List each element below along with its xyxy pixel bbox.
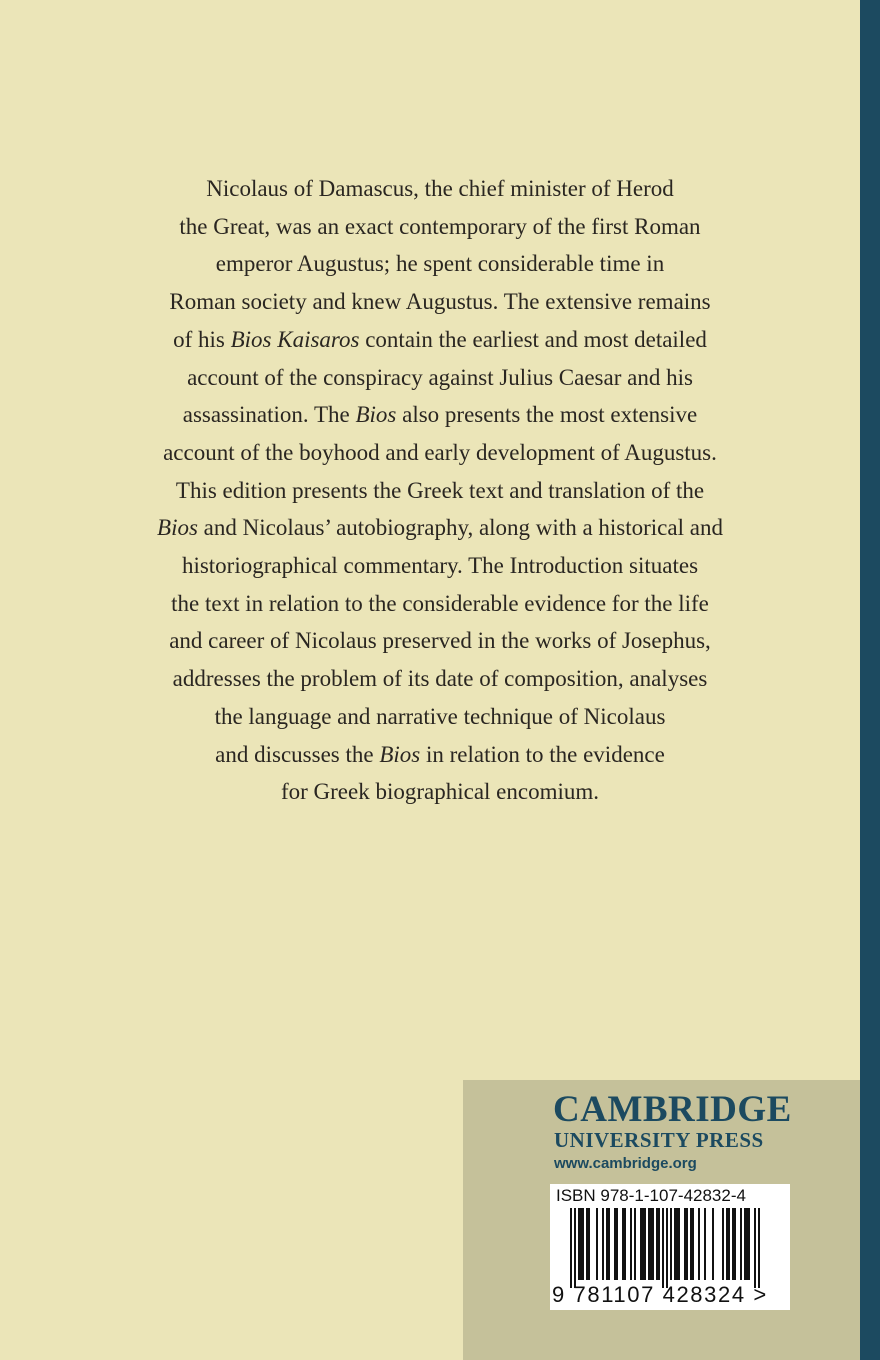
blurb-line	[140, 283, 740, 321]
blurb-text: the text in relation to the considerable evidence for the life	[171, 590, 709, 616]
barcode-bar	[732, 1208, 734, 1280]
blurb-line	[140, 698, 740, 736]
blurb-line	[140, 472, 740, 510]
barcode-bar	[698, 1208, 700, 1280]
barcode-bar	[704, 1208, 706, 1280]
barcode-bar	[740, 1208, 742, 1280]
publisher-url[interactable]: www.cambridge.org	[554, 1155, 697, 1172]
barcode-bar	[656, 1208, 658, 1280]
barcode-bar	[624, 1208, 626, 1280]
blurb-line	[140, 509, 740, 547]
blurb-text: also presents the most extensive	[396, 402, 698, 428]
barcode-bar	[692, 1208, 694, 1280]
barcode-bar	[586, 1208, 588, 1280]
blurb-line	[140, 736, 740, 774]
blurb-text: of his	[173, 326, 231, 352]
blurb-line	[140, 773, 740, 811]
barcode-bar	[666, 1208, 668, 1288]
blurb-text: Nicolaus of Damascus, the chief minister of Herod	[206, 176, 674, 201]
blurb-line	[140, 622, 740, 660]
blurb-text: in relation to the evidence	[420, 741, 665, 767]
barcode-graphic	[564, 1208, 776, 1288]
blurb-line	[140, 245, 740, 283]
blurb-line	[140, 660, 740, 698]
barcode-bar	[630, 1208, 632, 1280]
barcode-bar	[616, 1208, 618, 1280]
blurb-italic-title: Bios	[157, 515, 198, 541]
blurb-line	[140, 585, 740, 623]
blurb-text: assassination. The	[182, 402, 356, 428]
blurb-text: and Nicolaus’ autobiography, along with a historical and	[197, 515, 723, 541]
barcode-bar	[658, 1208, 660, 1280]
barcode-bar	[650, 1208, 652, 1280]
barcode-bar	[674, 1208, 676, 1280]
barcode-bar	[690, 1208, 692, 1280]
publisher-logo-subname: UNIVERSITY PRESS	[554, 1128, 764, 1152]
blurb-line	[140, 547, 740, 585]
barcode-bar	[734, 1208, 736, 1280]
blurb-text: This edition presents the Greek text and translation of the	[175, 477, 705, 503]
barcode-bar	[684, 1208, 686, 1280]
blurb-text: Roman society and knew Augustus. The extensive remains	[169, 289, 711, 315]
barcode-bar	[578, 1208, 580, 1280]
blurb-line	[140, 208, 740, 246]
blurb-text: for Greek biographical encomium.	[280, 779, 600, 805]
barcode-bar	[712, 1208, 714, 1280]
barcode-bar	[662, 1208, 664, 1288]
barcode-bar	[644, 1208, 646, 1280]
blurb-line	[140, 434, 740, 472]
barcode-bar	[622, 1208, 624, 1280]
barcode-bar	[574, 1208, 576, 1288]
back-cover-blurb	[140, 170, 740, 811]
barcode-bar	[588, 1208, 590, 1280]
blurb-text: and career of Nicolaus preserved in the works of Josephus,	[169, 628, 711, 654]
blurb-text: the language and narrative technique of Nicolaus	[214, 703, 666, 729]
barcode-bar	[676, 1208, 678, 1280]
barcode-bar	[606, 1208, 608, 1280]
barcode-bar	[746, 1208, 748, 1280]
blurb-text: emperor Augustus; he spent considerable time in	[215, 251, 665, 277]
isbn-barcode-block	[550, 1184, 790, 1310]
spine-color-strip	[860, 0, 880, 1360]
barcode-bar	[670, 1208, 672, 1280]
blurb-line	[140, 321, 740, 359]
barcode-bar	[640, 1208, 642, 1280]
blurb-text: addresses the problem of its date of composition, analyses	[172, 666, 708, 692]
blurb-text: and discusses the	[215, 741, 380, 767]
barcode-bar	[754, 1208, 756, 1288]
barcode-bar	[726, 1208, 728, 1280]
blurb-italic-title: Bios Kaisaros	[230, 326, 360, 352]
publisher-panel	[463, 1080, 860, 1360]
blurb-italic-title: Bios	[379, 741, 421, 767]
barcode-bar	[744, 1208, 746, 1280]
blurb-text: account of the conspiracy against Julius Caesar and his	[187, 364, 693, 390]
barcode-bar	[614, 1208, 616, 1280]
blurb-text: historiographical commentary. The Introduction situates	[181, 553, 699, 579]
isbn-label: ISBN 978-1-107-42832-4	[556, 1186, 746, 1205]
barcode-bar	[582, 1208, 584, 1280]
barcode-bar	[728, 1208, 730, 1280]
blurb-line	[140, 396, 740, 434]
blurb-text: account of the boyhood and early development of Augustus.	[163, 439, 717, 465]
publisher-logo-name: CAMBRIDGE	[553, 1089, 792, 1130]
barcode-bar	[758, 1208, 760, 1288]
barcode-bar	[634, 1208, 636, 1280]
barcode-bar	[608, 1208, 610, 1280]
barcode-bar	[596, 1208, 598, 1280]
blurb-paragraph	[140, 170, 740, 811]
barcode-bar	[570, 1208, 572, 1288]
barcode-bar	[652, 1208, 654, 1280]
blurb-line	[140, 170, 740, 208]
barcode-bar	[678, 1208, 680, 1280]
barcode-bar	[686, 1208, 688, 1280]
blurb-italic-title: Bios	[355, 402, 397, 428]
barcode-bar	[642, 1208, 644, 1280]
barcode-bar	[748, 1208, 750, 1280]
barcode-digits: 9 781107 428324 >	[552, 1282, 768, 1307]
blurb-text: contain the earliest and most detailed	[359, 326, 707, 352]
barcode-bar	[602, 1208, 604, 1280]
blurb-text: the Great, was an exact contemporary of the first Roman	[179, 213, 701, 239]
blurb-line	[140, 359, 740, 397]
barcode-bar	[722, 1208, 724, 1280]
barcode-bar	[648, 1208, 650, 1280]
barcode-bar	[580, 1208, 582, 1280]
